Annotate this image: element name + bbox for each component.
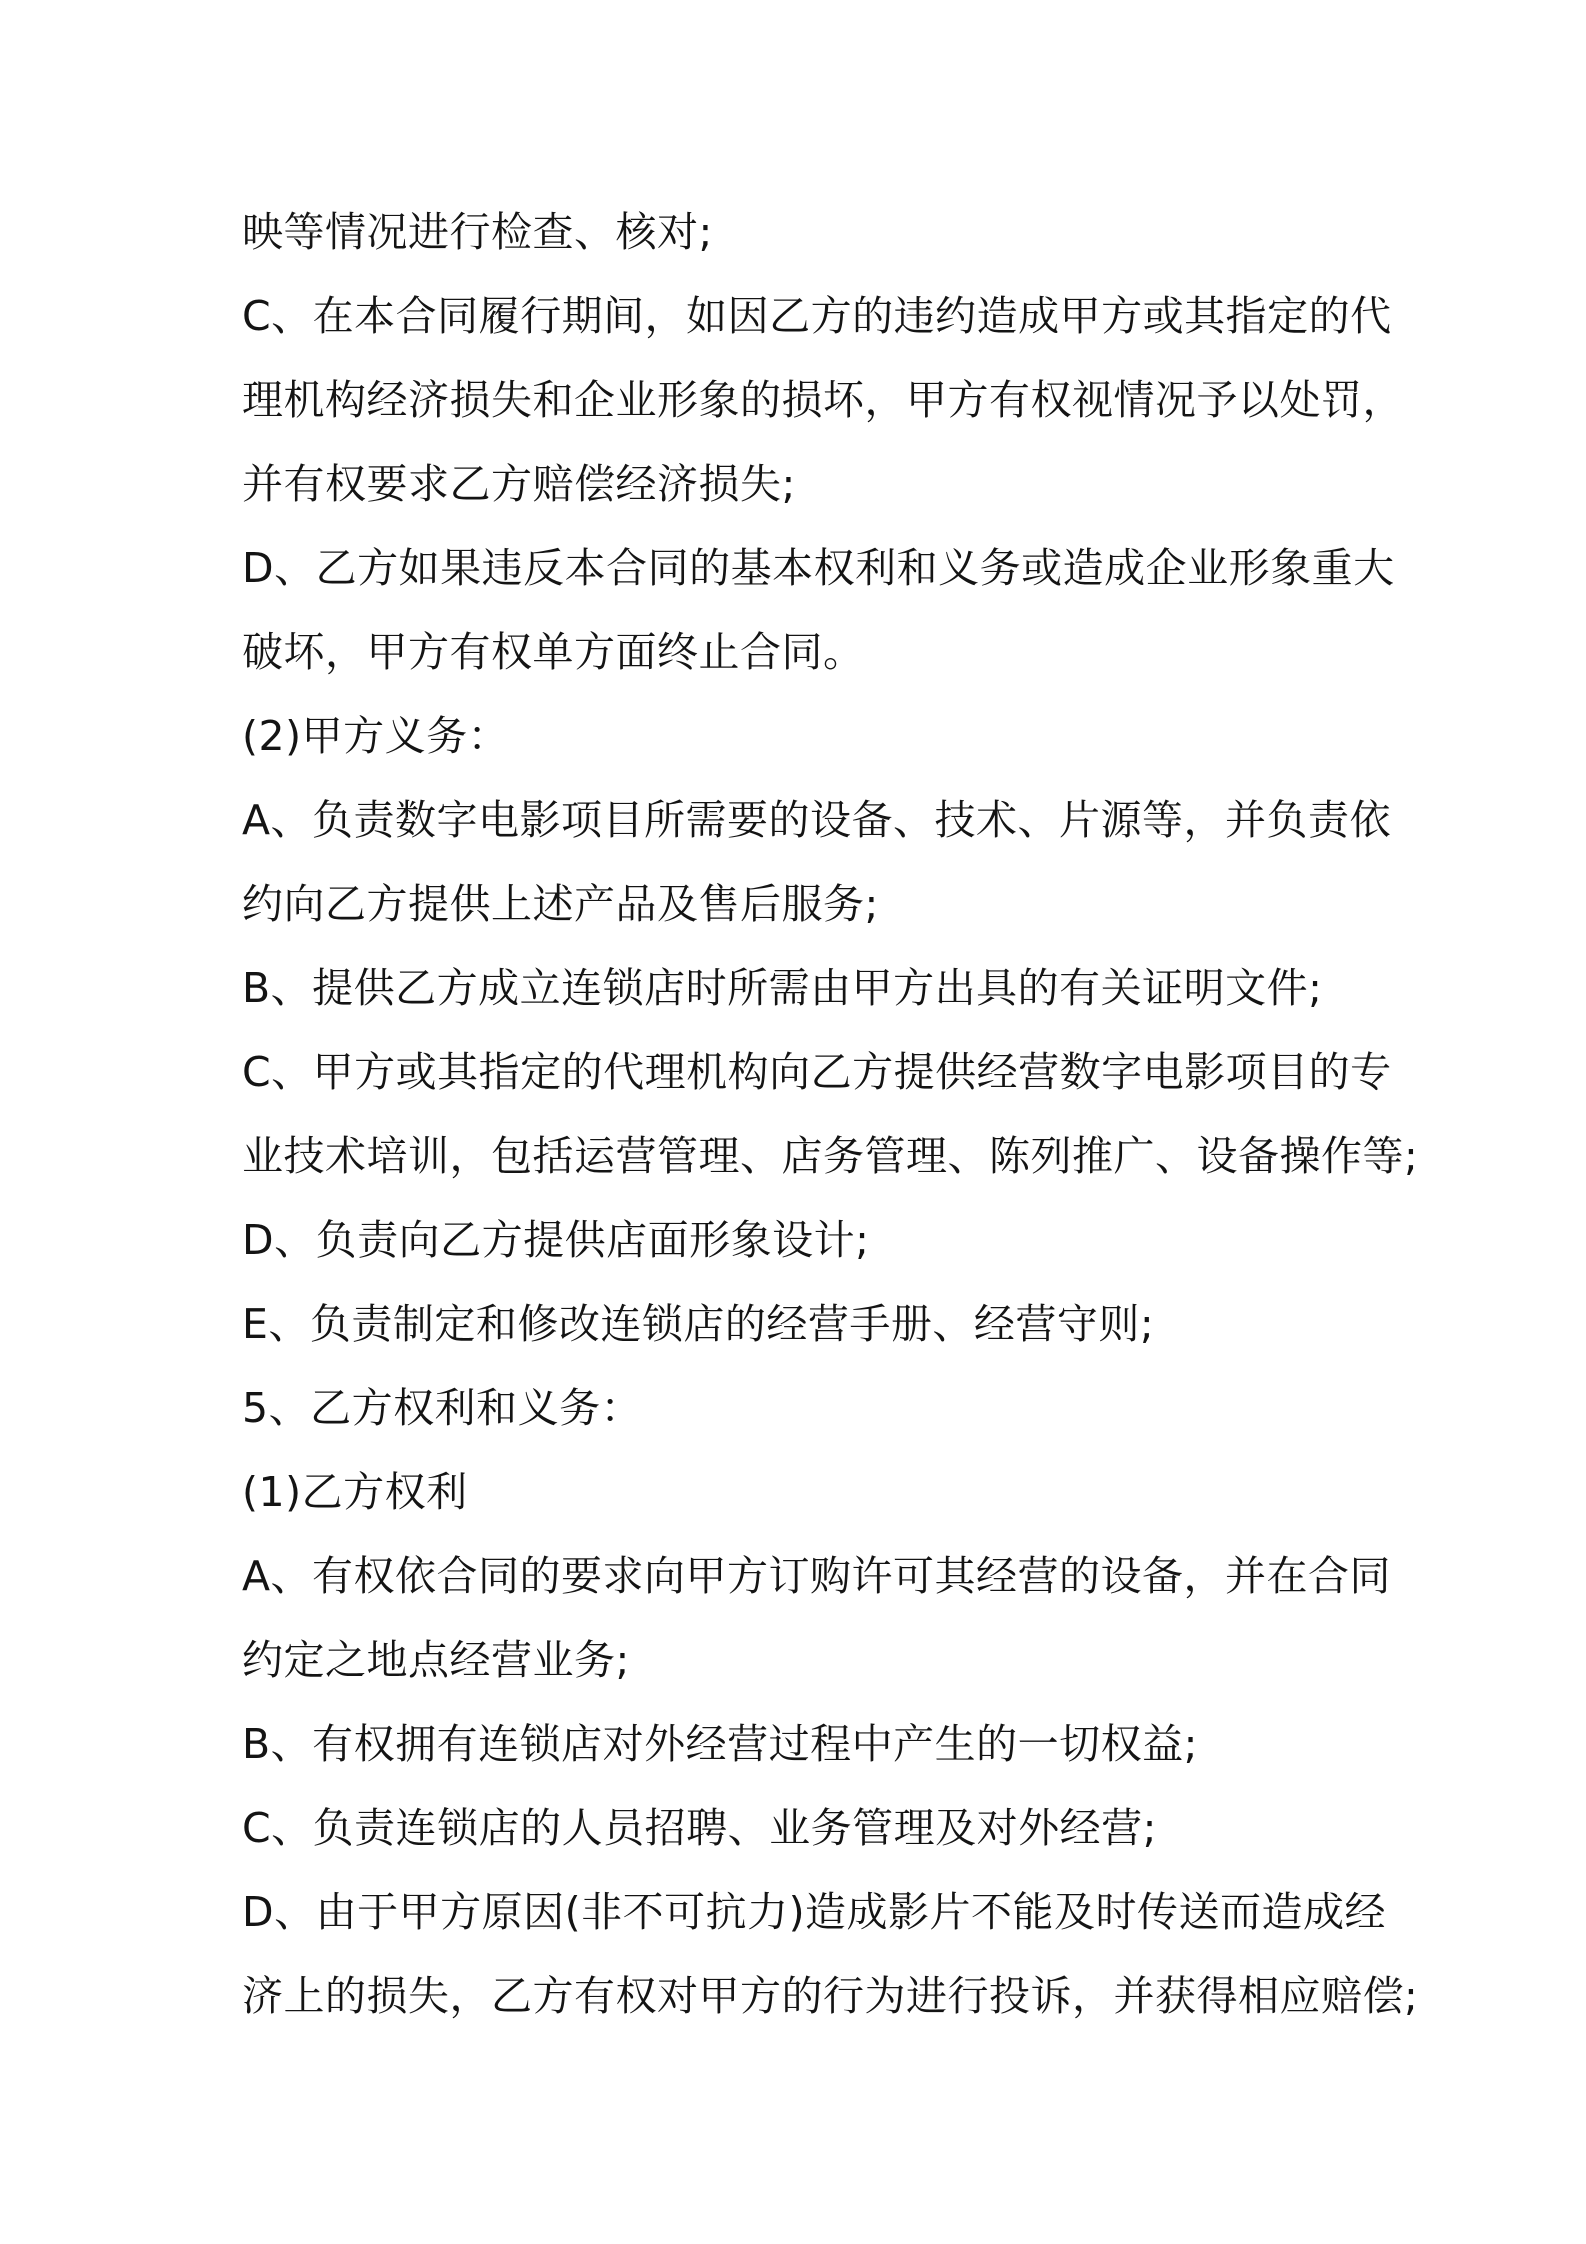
- text-line: 约定之地点经营业务;: [242, 1636, 630, 1684]
- text-line: C、甲方或其指定的代理机构向乙方提供经营数字电影项目的专: [242, 1048, 1392, 1096]
- contract-text: [242, 190, 1419, 2038]
- section-heading: (2)甲方义务：: [242, 712, 510, 760]
- text-line: C、负责连锁店的人员招聘、业务管理及对外经营;: [242, 1804, 1157, 1852]
- section-heading: 5、乙方权利和义务：: [242, 1384, 643, 1432]
- text-line: C、在本合同履行期间，如因乙方的违约造成甲方或其指定的代: [242, 292, 1392, 340]
- text-line: E、负责制定和修改连锁店的经营手册、经营守则;: [242, 1300, 1155, 1348]
- text-line: 理机构经济损失和企业形象的损坏，甲方有权视情况予以处罚，: [242, 376, 1404, 424]
- section-heading: (1)乙方权利: [242, 1468, 468, 1516]
- text-line: 映等情况进行检查、核对;: [242, 208, 713, 256]
- text-line: 破坏，甲方有权单方面终止合同。: [242, 628, 865, 676]
- text-line: D、乙方如果违反本合同的基本权利和义务或造成企业形象重大: [242, 544, 1395, 592]
- text-line: 济上的损失，乙方有权对甲方的行为进行投诉，并获得相应赔偿;: [242, 1972, 1419, 2020]
- text-line: 并有权要求乙方赔偿经济损失;: [242, 460, 796, 508]
- text-line: 业技术培训，包括运营管理、店务管理、陈列推广、设备操作等;: [242, 1132, 1419, 1180]
- text-line: D、由于甲方原因(非不可抗力)造成影片不能及时传送而造成经: [242, 1888, 1387, 1936]
- text-line: B、有权拥有连锁店对外经营过程中产生的一切权益;: [242, 1720, 1198, 1768]
- text-line: D、负责向乙方提供店面形象设计;: [242, 1216, 870, 1264]
- text-line: B、提供乙方成立连锁店时所需由甲方出具的有关证明文件;: [242, 964, 1323, 1012]
- text-line: A、负责数字电影项目所需要的设备、技术、片源等，并负责依: [242, 796, 1392, 844]
- text-line: A、有权依合同的要求向甲方订购许可其经营的设备，并在合同: [242, 1552, 1392, 1600]
- text-line: 约向乙方提供上述产品及售后服务;: [242, 880, 879, 928]
